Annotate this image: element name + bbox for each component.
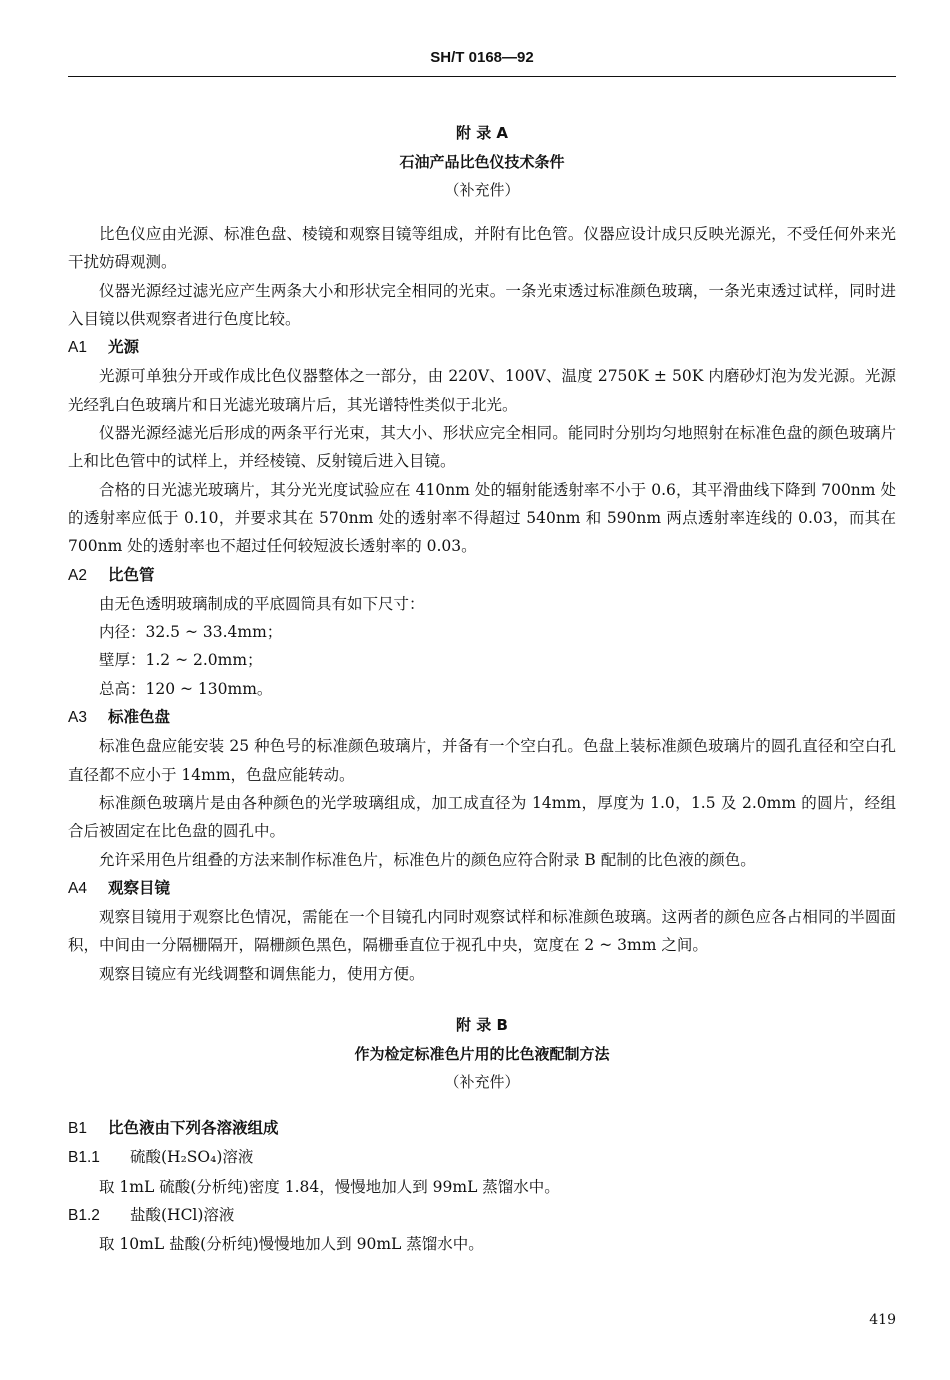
section-a2 (68, 561, 896, 703)
intro-paragraph: 仪器光源经过滤光应产生两条大小和形状完全相同的光束。一条光束透过标准颜色玻璃，一条光束透过试样，同时进入目镜以供观察者进行色度比较。 (68, 281, 896, 328)
section-paragraph: 允许采用色片组叠的方法来制作标准色片，标准色片的颜色应符合附录 B 配制的比色液的颜色。 (99, 850, 756, 869)
section-number: A2 (68, 566, 87, 584)
section-heading (68, 333, 896, 362)
appendix-b-title: 作为检定标准色片用的比色液配制方法 (354, 1045, 610, 1064)
section-heading (68, 1114, 896, 1143)
section-paragraph: 标准颜色玻璃片是由各种颜色的光学玻璃组成，加工成直径为 14mm，厚度为 1.0，1.5 及 2.0mm 的圆片，经组合后被固定在比色盘的圆孔中。 (68, 793, 896, 841)
spec-line: 由无色透明玻璃制成的平底圆筒具有如下尺寸： (99, 594, 425, 613)
subsection-number: B1.1 (68, 1149, 100, 1167)
subsection-heading (68, 1143, 896, 1172)
subsection-number: B1.2 (68, 1206, 100, 1224)
subsection-title: 盐酸(HCl)溶液 (130, 1205, 235, 1224)
subsection-title: 硫酸(H₂SO₄)溶液 (130, 1148, 254, 1167)
appendix-a-subtitle: （补充件） (444, 181, 520, 199)
section-number: A3 (68, 709, 87, 727)
appendix-a (68, 118, 896, 988)
standard-code: SH/T 0168—92 (430, 49, 534, 66)
header-rule (68, 76, 896, 77)
intro-paragraph: 比色仪应由光源、标准色盘、棱镜和观察目镜等组成，并附有比色管。仪器应设计成只反映光源光，不受任何外来光干扰妨碍观测。 (68, 225, 896, 272)
section-heading (68, 874, 896, 903)
section-number: A1 (68, 339, 87, 357)
section-a1 (68, 333, 896, 560)
section-paragraph: 观察目镜应有光线调整和调焦能力，使用方便。 (99, 964, 425, 983)
spec-line: 内径：32.5 ~ 33.4mm； (99, 623, 283, 642)
section-a3 (68, 703, 896, 874)
section-paragraph: 仪器光源经滤光后形成的两条平行光束，其大小、形状应完全相同。能同时分别均匀地照射在标准色盘的颜色玻璃片上和比色管中的试样上，并经棱镜、反射镜后进入目镜。 (68, 424, 896, 471)
spec-line: 壁厚：1.2 ~ 2.0mm； (99, 651, 263, 670)
section-title: 标准色盘 (108, 708, 171, 727)
appendix-a-title: 石油产品比色仪技术条件 (399, 153, 565, 171)
section-number: A4 (68, 879, 87, 897)
section-paragraph: 标准色盘应能安装 25 种色号的标准颜色玻璃片，并备有一个空白孔。色盘上装标准颜色玻璃片的圆孔直径和空白孔直径都不应小于 14mm，色盘应能转动。 (68, 737, 896, 784)
subsection-heading (68, 1201, 896, 1230)
appendix-a-label: 附 录 A (455, 124, 509, 142)
section-number: B1 (68, 1120, 87, 1138)
section-paragraph: 光源可单独分开或作成比色仪器整体之一部分，由 220V、100V、温度 2750K ± 50K 内磨砂灯泡为发光源。光源光经乳白色玻璃片和日光滤光玻璃片后，其光谱特性类似于北光。 (68, 367, 896, 414)
section-paragraph: 合格的日光滤光玻璃片，其分光光度试验应在 410nm 处的辐射能透射率不小于 0.6，其平滑曲线下降到 700nm 处的透射率应低于 0.10，并要求其在 570nm 处的透射率不得超过 540nm 和 590nm 两点透射率连线的 0.03，而其在 700nm 处的透射率也不超过任何较短波长透射率的 0.03。 (68, 480, 896, 556)
section-title: 光源 (108, 338, 140, 357)
section-paragraph: 观察目镜用于观察比色情况，需能在一个目镜孔内同时观察试样和标准颜色玻璃。这两者的颜色应各占相同的半圆面积，中间由一分隔栅隔开，隔栅颜色黑色，隔栅垂直位于视孔中央，宽度在 2 ~ 3mm 之间。 (68, 908, 896, 955)
appendix-b (68, 1010, 896, 1258)
section-heading (68, 703, 896, 732)
subsection-text: 取 1mL 硫酸(分析纯)密度 1.84，慢慢地加人到 99mL 蒸馏水中。 (99, 1177, 560, 1196)
section-title: 观察目镜 (108, 878, 171, 897)
section-heading (68, 561, 896, 590)
section-a4 (68, 874, 896, 988)
spec-line: 总高：120 ~ 130mm。 (99, 679, 273, 698)
appendix-b-label: 附 录 B (456, 1016, 508, 1035)
page-number: 419 (869, 1312, 896, 1328)
section-title: 比色液由下列各溶液组成 (108, 1119, 279, 1138)
section-title: 比色管 (108, 565, 155, 584)
appendix-b-subtitle: （补充件） (444, 1073, 520, 1092)
subsection-text: 取 10mL 盐酸(分析纯)慢慢地加人到 90mL 蒸馏水中。 (99, 1235, 484, 1254)
page-body (68, 118, 896, 1259)
running-header (68, 44, 896, 76)
